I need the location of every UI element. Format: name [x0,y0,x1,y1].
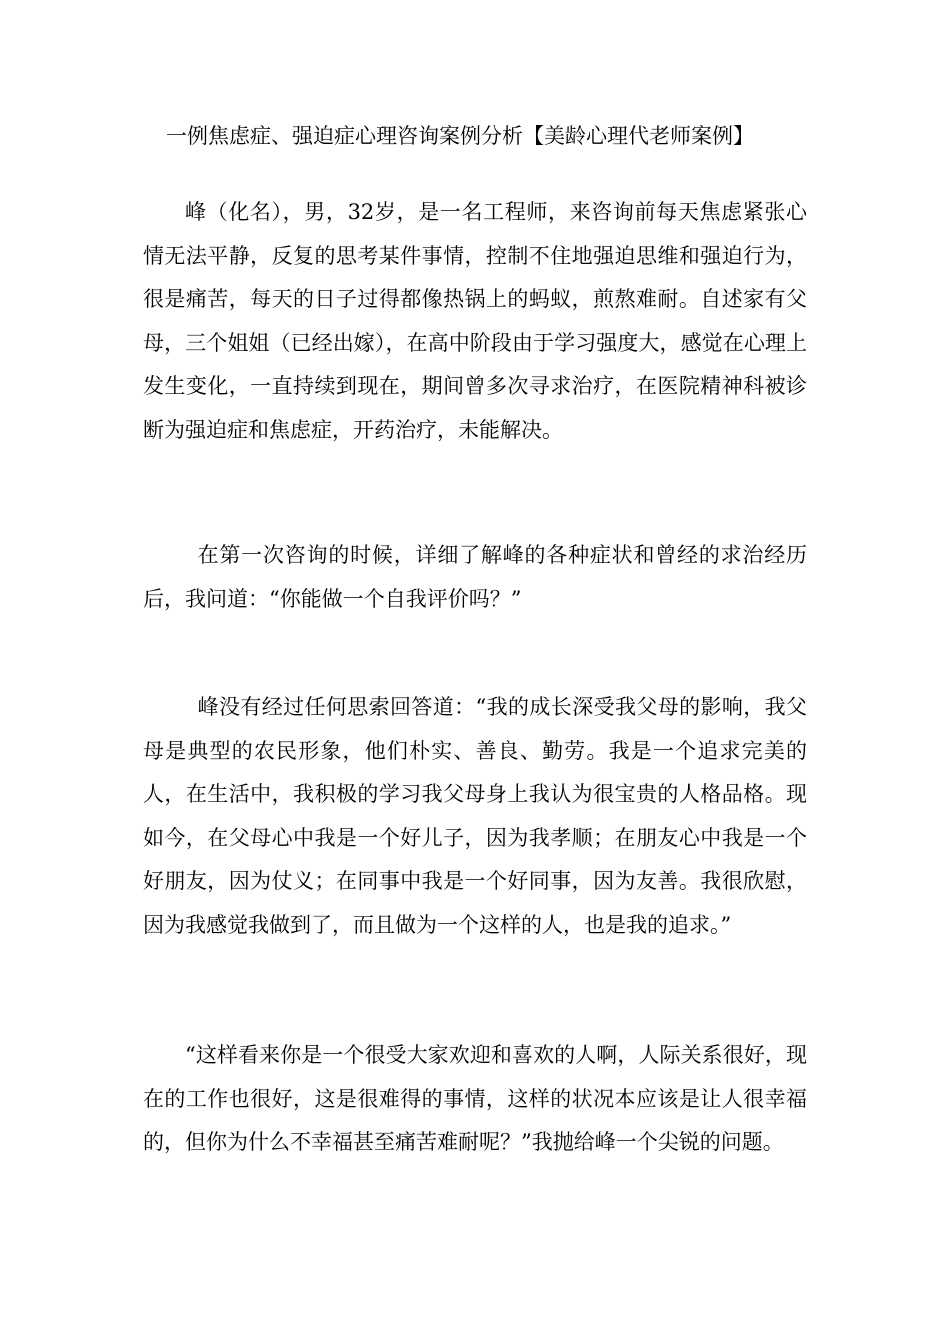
paragraph-counselor-question: “这样看来你是一个很受大家欢迎和喜欢的人啊，人际关系很好，现在的工作也很好，这是很难得的事情，这样的状况本应该是让人很幸福的，但你为什么不幸福甚至痛苦难耐呢？”我抛给峰一个尖锐的问题。 [143,1043,807,1154]
paragraph-first-session: 在第一次咨询的时候，详细了解峰的各种症状和曾经的求治经历后，我问道：“你能做一个自我评价吗？” [143,543,807,611]
document-title: 一例焦虑症、强迫症心理咨询案例分析【美龄心理代老师案例】 [166,124,754,148]
paragraph-self-evaluation: 峰没有经过任何思索回答道：“我的成长深受我父母的影响，我父母是典型的农民形象，他们朴实、善良、勤劳。我是一个追求完美的人，在生活中，我积极的学习我父母身上我认为很宝贵的人格品格。现如今，在父母心中我是一个好儿子，因为我孝顺；在朋友心中我是一个好朋友，因为仗义；在同事中我是一个好同事，因为友善。我很欣慰，因为我感觉我做到了，而且做为一个这样的人，也是我的追求。” [143,695,807,937]
paragraph-case-background: 峰（化名），男，32岁，是一名工程师，来咨询前每天焦虑紧张心情无法平静，反复的思考某件事情，控制不住地强迫思维和强迫行为，很是痛苦，每天的日子过得都像热锅上的蚂蚁，煎熬难耐。自述家有父母，三个姐姐（已经出嫁），在高中阶段由于学习强度大，感觉在心理上发生变化，一直持续到现在，期间曾多次寻求治疗，在医院精神科被诊断为强迫症和焦虑症，开药治疗，未能解决。 [143,200,807,442]
